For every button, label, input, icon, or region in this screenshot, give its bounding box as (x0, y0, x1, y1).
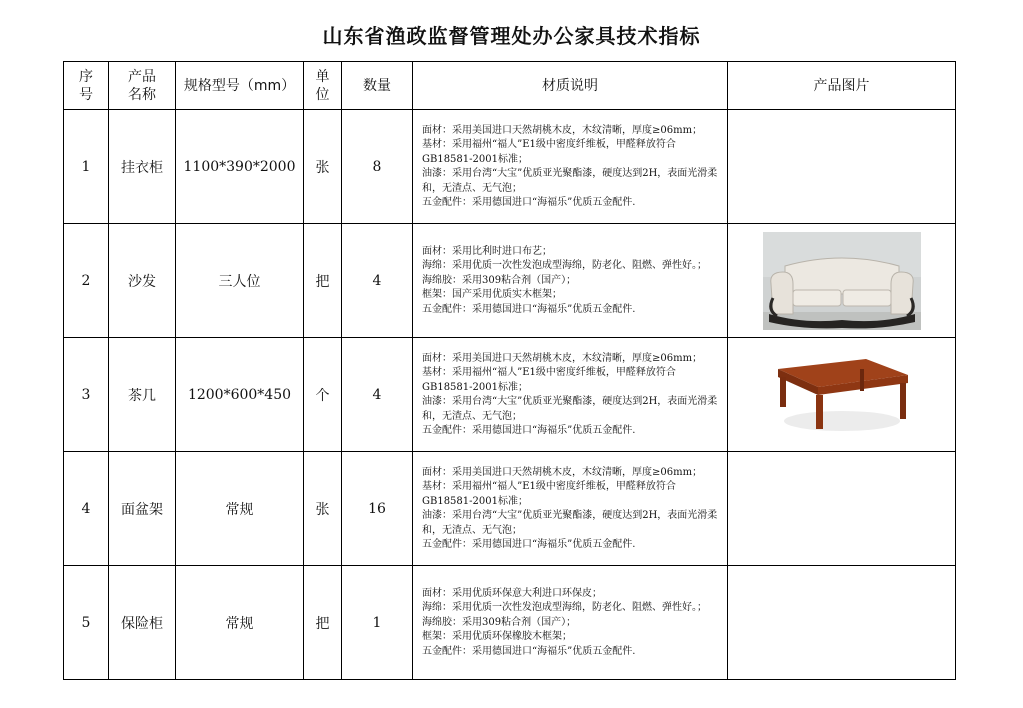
row-name: 保险柜 (109, 566, 176, 680)
furniture-spec-table (63, 61, 956, 680)
row-unit: 个 (304, 338, 342, 452)
row-qty: 4 (342, 338, 413, 452)
material-line: 五金配件：采用德国进口“海福乐”优质五金配件. (422, 197, 636, 208)
material-line: 海绵胶：采用309粘合剂（国产）； (422, 274, 577, 286)
material-line: 基材：采用福州“福人”E1级中密度纤维板，甲醛释放符合GB18581-2001标准； (422, 139, 676, 165)
table-row (64, 224, 956, 338)
row-qty: 4 (342, 224, 413, 338)
material-line: 五金配件：采用德国进口“海福乐”优质五金配件. (422, 645, 636, 657)
material-line: 面材：采用比利时进口布艺； (422, 245, 552, 257)
table-row (64, 452, 956, 566)
material-line: 海绵胶：采用309粘合剂（国产）； (422, 616, 577, 628)
row-spec: 三人位 (176, 224, 304, 338)
material-line: 五金配件：采用德国进口“海福乐”优质五金配件. (422, 539, 636, 550)
row-material (413, 452, 728, 566)
material-line: 基材：采用福州“福人”E1级中密度纤维板，甲醛释放符合GB18581-2001标准； (422, 367, 676, 393)
row-seq: 3 (64, 338, 109, 452)
page-title: 山东省渔政监督管理处办公家具技术指标 (322, 24, 701, 48)
row-image (728, 110, 956, 224)
row-spec: 常规 (176, 566, 304, 680)
header-qty: 数量 (342, 62, 413, 110)
material-line: 面材：采用美国进口天然胡桃木皮，木纹清晰，厚度≥06mm； (422, 352, 703, 364)
header-seq: 序 号 (64, 62, 109, 110)
material-line: 框架：采用优质环保橡胶木框架； (422, 631, 572, 643)
row-name: 沙发 (109, 224, 176, 338)
row-unit: 把 (304, 566, 342, 680)
header-spec: 规格型号（mm） (176, 62, 304, 110)
row-unit: 把 (304, 224, 342, 338)
row-image (728, 566, 956, 680)
material-line: 油漆：采用台湾“大宝”优质亚光聚酯漆，硬度达到2H，表面光滑柔和，无渣点、无气泡； (422, 396, 718, 422)
row-unit: 张 (304, 452, 342, 566)
row-name: 挂衣柜 (109, 110, 176, 224)
row-seq: 4 (64, 452, 109, 566)
row-spec: 1100*390*2000 (176, 110, 304, 224)
row-material (413, 110, 728, 224)
material-line: 框架：国产采用优质实木框架； (422, 289, 562, 301)
material-line: 海绵：采用优质一次性发泡成型海绵，防老化、阻燃、弹性好。； (422, 260, 707, 272)
material-line: 五金配件：采用德国进口“海福乐”优质五金配件. (422, 425, 636, 436)
row-material (413, 224, 728, 338)
row-image (728, 338, 956, 452)
row-qty: 1 (342, 566, 413, 680)
row-spec: 常规 (176, 452, 304, 566)
table-row (64, 338, 956, 452)
table-row (64, 566, 956, 680)
row-seq: 2 (64, 224, 109, 338)
row-seq: 5 (64, 566, 109, 680)
material-line: 面材：采用美国进口天然胡桃木皮，木纹清晰，厚度≥06mm； (422, 124, 703, 136)
material-line: 油漆：采用台湾“大宝”优质亚光聚酯漆，硬度达到2H，表面光滑柔和，无渣点、无气泡； (422, 168, 718, 194)
row-name: 茶几 (109, 338, 176, 452)
header-image: 产品图片 (728, 62, 956, 110)
row-unit: 张 (304, 110, 342, 224)
row-name: 面盆架 (109, 452, 176, 566)
row-image (728, 224, 956, 338)
coffee-table-image (772, 355, 912, 435)
material-line: 五金配件：采用德国进口“海福乐”优质五金配件. (422, 303, 636, 315)
material-line: 油漆：采用台湾“大宝”优质亚光聚酯漆，硬度达到2H，表面光滑柔和，无渣点、无气泡； (422, 510, 718, 536)
material-line: 面材：采用美国进口天然胡桃木皮，木纹清晰，厚度≥06mm； (422, 466, 703, 478)
row-material (413, 566, 728, 680)
header-unit: 单 位 (304, 62, 342, 110)
row-image (728, 452, 956, 566)
header-name: 产品 名称 (109, 62, 176, 110)
sofa-image (763, 232, 921, 330)
material-line: 面材：采用优质环保意大利进口环保皮； (422, 587, 602, 599)
material-line: 海绵：采用优质一次性发泡成型海绵，防老化、阻燃、弹性好。； (422, 602, 707, 614)
row-seq: 1 (64, 110, 109, 224)
header-material: 材质说明 (413, 62, 728, 110)
row-material (413, 338, 728, 452)
material-line: 基材：采用福州“福人”E1级中密度纤维板，甲醛释放符合GB18581-2001标准； (422, 481, 676, 507)
row-qty: 16 (342, 452, 413, 566)
row-spec: 1200*600*450 (176, 338, 304, 452)
table-header-row (64, 62, 956, 110)
table-row (64, 110, 956, 224)
row-qty: 8 (342, 110, 413, 224)
